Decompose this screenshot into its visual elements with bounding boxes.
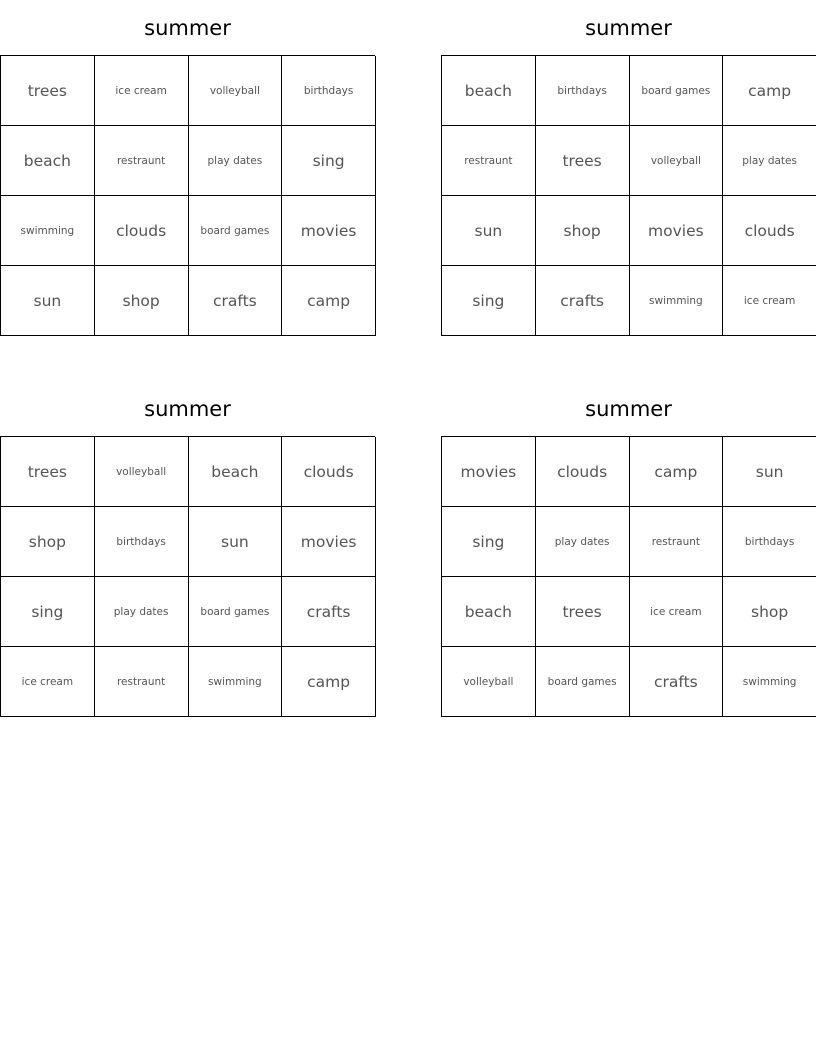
bingo-cell: restraunt: [95, 647, 189, 717]
bingo-card-3: [0, 381, 375, 717]
bingo-cell: board games: [189, 577, 283, 647]
bingo-cell: play dates: [95, 577, 189, 647]
bingo-cell: board games: [189, 196, 283, 266]
bingo-cell: trees: [536, 577, 630, 647]
card-title: summer: [585, 397, 672, 421]
bingo-cell: sun: [723, 437, 816, 507]
bingo-cell: movies: [442, 437, 536, 507]
bingo-cell: sing: [1, 577, 95, 647]
bingo-cell: board games: [630, 56, 724, 126]
bingo-cell: restraunt: [630, 507, 724, 577]
bingo-cell: volleyball: [442, 647, 536, 717]
bingo-cell: sing: [282, 126, 376, 196]
bingo-grid: [0, 55, 375, 336]
bingo-cell: beach: [189, 437, 283, 507]
bingo-cell: swimming: [1, 196, 95, 266]
bingo-cell: ice cream: [630, 577, 724, 647]
bingo-cell: sun: [189, 507, 283, 577]
bingo-cell: clouds: [723, 196, 816, 266]
bingo-cell: clouds: [536, 437, 630, 507]
bingo-card-4: [441, 381, 816, 717]
bingo-cell: clouds: [95, 196, 189, 266]
bingo-cell: camp: [282, 647, 376, 717]
bingo-cell: movies: [282, 507, 376, 577]
bingo-cell: movies: [630, 196, 724, 266]
bingo-card-2: [441, 0, 816, 336]
bingo-cell: trees: [1, 56, 95, 126]
card-title: summer: [144, 16, 231, 40]
bingo-cell: trees: [536, 126, 630, 196]
bingo-cell: volleyball: [95, 437, 189, 507]
bingo-cell: clouds: [282, 437, 376, 507]
bingo-cell: shop: [95, 266, 189, 336]
bingo-cell: ice cream: [723, 266, 816, 336]
bingo-cell: volleyball: [189, 56, 283, 126]
bingo-cell: shop: [536, 196, 630, 266]
card-title: summer: [144, 397, 231, 421]
bingo-cell: camp: [723, 56, 816, 126]
bingo-cell: beach: [1, 126, 95, 196]
bingo-cell: swimming: [723, 647, 816, 717]
card-title: summer: [585, 16, 672, 40]
bingo-cell: birthdays: [723, 507, 816, 577]
bingo-cell: crafts: [536, 266, 630, 336]
bingo-cell: crafts: [282, 577, 376, 647]
bingo-cell: swimming: [630, 266, 724, 336]
bingo-cell: birthdays: [95, 507, 189, 577]
bingo-cell: crafts: [189, 266, 283, 336]
bingo-cell: shop: [1, 507, 95, 577]
bingo-cell: sing: [442, 266, 536, 336]
bingo-cell: sun: [1, 266, 95, 336]
bingo-cell: crafts: [630, 647, 724, 717]
bingo-grid: [441, 436, 816, 717]
bingo-cell: birthdays: [282, 56, 376, 126]
bingo-cell: camp: [282, 266, 376, 336]
bingo-cell: ice cream: [1, 647, 95, 717]
bingo-cell: shop: [723, 577, 816, 647]
bingo-grid: [441, 55, 816, 336]
bingo-cell: ice cream: [95, 56, 189, 126]
bingo-cell: swimming: [189, 647, 283, 717]
bingo-cell: movies: [282, 196, 376, 266]
bingo-cell: restraunt: [442, 126, 536, 196]
bingo-cell: volleyball: [630, 126, 724, 196]
bingo-cell: board games: [536, 647, 630, 717]
bingo-cell: birthdays: [536, 56, 630, 126]
bingo-cell: trees: [1, 437, 95, 507]
bingo-card-1: [0, 0, 375, 336]
bingo-cell: play dates: [189, 126, 283, 196]
bingo-cell: beach: [442, 577, 536, 647]
bingo-cell: camp: [630, 437, 724, 507]
bingo-cell: sun: [442, 196, 536, 266]
bingo-grid: [0, 436, 375, 717]
bingo-cell: restraunt: [95, 126, 189, 196]
bingo-cell: play dates: [536, 507, 630, 577]
bingo-cell: sing: [442, 507, 536, 577]
bingo-cell: beach: [442, 56, 536, 126]
bingo-cell: play dates: [723, 126, 816, 196]
